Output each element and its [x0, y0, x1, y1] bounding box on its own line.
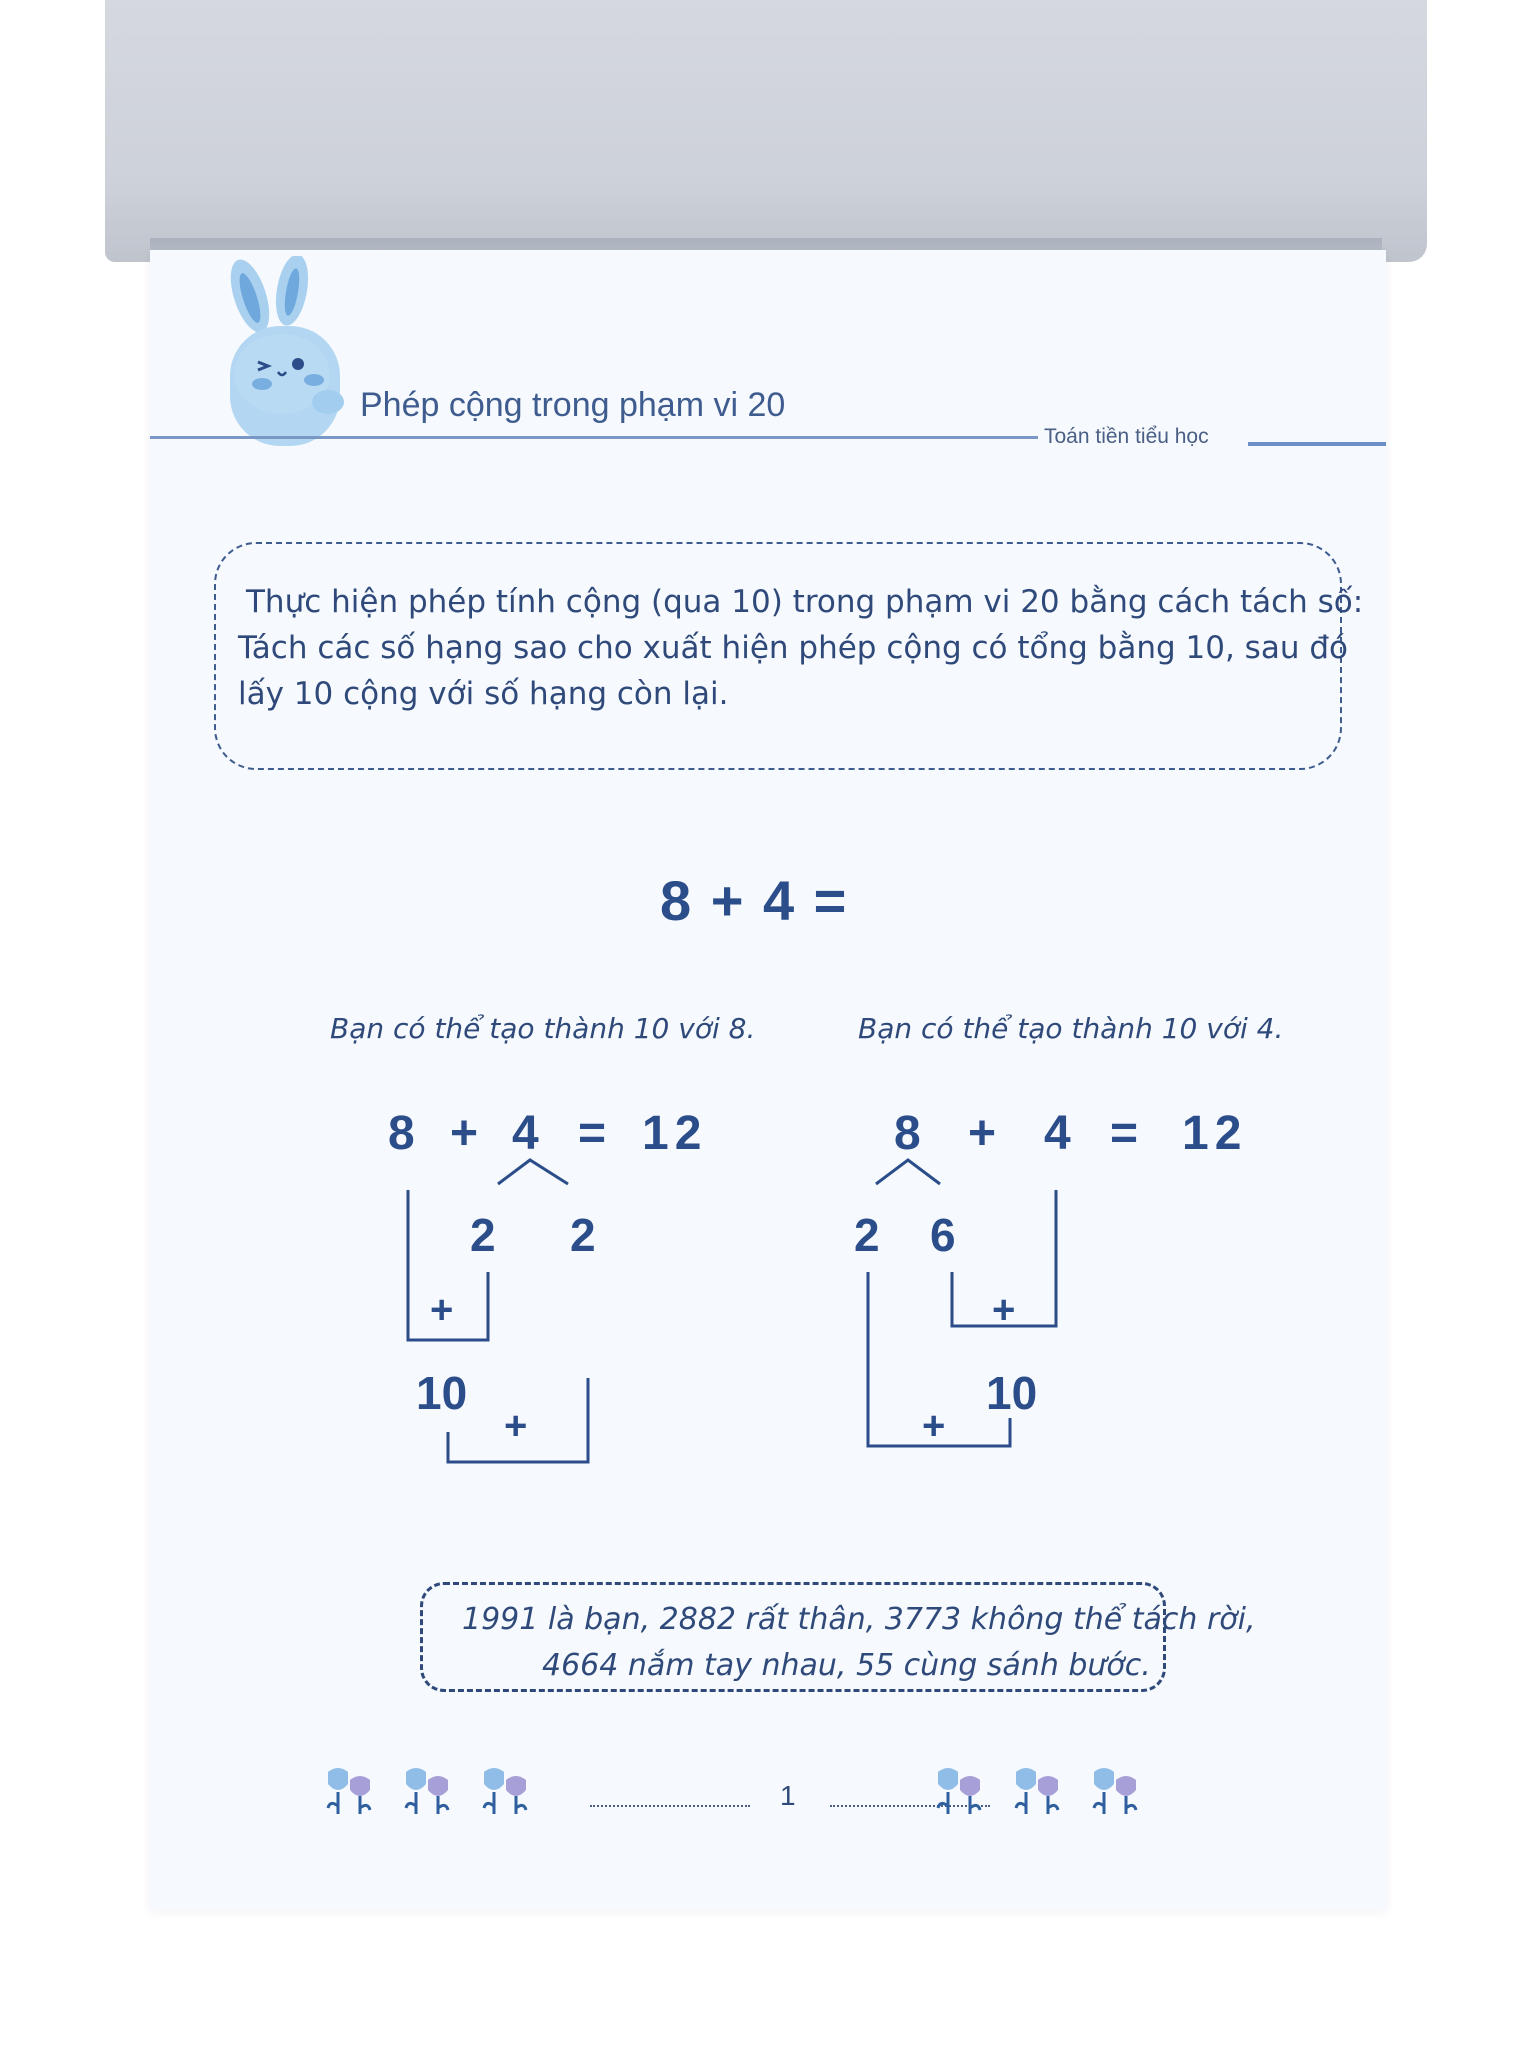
- left-addend-a: 8: [388, 1107, 415, 1160]
- instruction-line-3: lấy 10 cộng với số hạng còn lại.: [238, 676, 729, 712]
- right-plus-2: +: [922, 1404, 946, 1448]
- right-addend-b: 4: [1044, 1107, 1071, 1160]
- right-split-2: 6: [930, 1209, 956, 1261]
- right-addend-a: 8: [894, 1107, 921, 1160]
- left-plus-1: +: [430, 1288, 454, 1332]
- left-equals-sign: =: [578, 1107, 607, 1160]
- footer-dots-left: [590, 1805, 750, 1809]
- tulip-flower-icon: [1086, 1762, 1144, 1820]
- left-plus-sign: +: [450, 1107, 479, 1160]
- tulip-flower-icon: [930, 1762, 988, 1820]
- page-number: 1: [780, 1780, 796, 1811]
- right-plus-1: +: [992, 1288, 1016, 1332]
- left-addend-b: 4: [512, 1107, 539, 1160]
- tulip-flower-icon: [320, 1762, 378, 1820]
- right-plus-sign: +: [968, 1107, 997, 1160]
- right-equals-sign: =: [1110, 1107, 1139, 1160]
- right-result: 12: [1182, 1107, 1248, 1160]
- left-result: 12: [642, 1107, 708, 1160]
- left-ten: 10: [416, 1367, 468, 1419]
- left-split-1: 2: [470, 1209, 496, 1261]
- tulip-flower-icon: [398, 1762, 456, 1820]
- left-plus-2: +: [504, 1404, 528, 1448]
- instruction-line-1: Thực hiện phép tính cộng (qua 10) trong phạm vi 20 bằng cách tách số:: [246, 584, 1364, 620]
- subject-label: Toán tiền tiểu học: [1044, 425, 1209, 448]
- rhyme-line-1: 1991 là bạn, 2882 rất thân, 3773 không thể tách rời,: [462, 1602, 1256, 1637]
- worksheet-page: [150, 250, 1386, 1910]
- left-hint: Bạn có thể tạo thành 10 với 8.: [330, 1012, 756, 1045]
- right-split-1: 2: [854, 1209, 880, 1261]
- main-equation: 8 + 4 =: [660, 869, 849, 932]
- right-hint: Bạn có thể tạo thành 10 với 4.: [858, 1012, 1284, 1045]
- instruction-line-2: Tách các số hạng sao cho xuất hiện phép cộng có tổng bằng 10, sau đó: [238, 630, 1348, 666]
- tulip-flower-icon: [1008, 1762, 1066, 1820]
- notebook-cover: [105, 0, 1427, 262]
- rhyme-line-2: 4664 nắm tay nhau, 55 cùng sánh bước.: [542, 1648, 1151, 1683]
- page-title: Phép cộng trong phạm vi 20: [360, 386, 786, 424]
- right-ten: 10: [986, 1367, 1038, 1419]
- tulip-flower-icon: [476, 1762, 534, 1820]
- left-split-2: 2: [570, 1209, 596, 1261]
